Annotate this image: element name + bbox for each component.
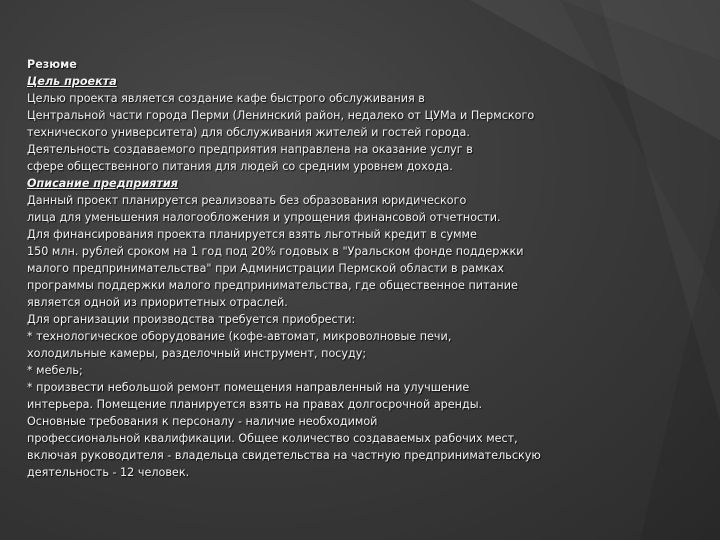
text-line: Деятельность создаваемого предприятия направлена на оказание услуг в <box>27 143 473 156</box>
text-line: программы поддержки малого предпринимательства, где общественное питание <box>27 279 518 292</box>
text-line: холодильные камеры, разделочный инструмент, посуду; <box>27 347 367 360</box>
text-line: Основные требования к персоналу - наличие необходимой <box>27 415 378 428</box>
text-line: является одной из приоритетных отраслей. <box>27 296 288 309</box>
section-heading-goal: Цель проекта <box>27 75 117 88</box>
text-line: деятельность - 12 человек. <box>27 466 190 479</box>
text-line: * произвести небольшой ремонт помещения направленный на улучшение <box>27 381 470 394</box>
goal-paragraph <box>27 90 587 175</box>
text-line: профессиональной квалификации. Общее количество создаваемых рабочих мест, <box>27 432 518 445</box>
text-line: малого предпринимательства" при Администрации Пермской области в рамках <box>27 262 504 275</box>
description-paragraph <box>27 192 587 481</box>
text-line: лица для уменьшения налогообложения и упрощения финансовой отчетности. <box>27 211 501 224</box>
text-line: Целью проекта является создание кафе быстрого обслуживания в <box>27 92 425 105</box>
text-line: сфере общественного питания для людей со средним уровнем дохода. <box>27 160 453 173</box>
text-line: технического университета) для обслуживания жителей и гостей города. <box>27 126 470 139</box>
slide-text <box>27 56 587 481</box>
text-line: Центральной части города Перми (Ленинский район, недалеко от ЦУМа и Пермского <box>27 109 535 122</box>
text-line: Для организации производства требуется приобрести: <box>27 313 356 326</box>
text-line: 150 млн. рублей сроком на 1 год под 20% годовых в "Уральском фонде поддержки <box>27 245 524 258</box>
text-line: интерьера. Помещение планируется взять на правах долгосрочной аренды. <box>27 398 483 411</box>
text-line: включая руководителя - владельца свидетельства на частную предпринимательскую <box>27 449 541 462</box>
slide-title: Резюме <box>27 58 77 71</box>
text-line: * мебель; <box>27 364 83 377</box>
text-line: Данный проект планируется реализовать без образования юридического <box>27 194 467 207</box>
text-line: Для финансирования проекта планируется взять льготный кредит в сумме <box>27 228 477 241</box>
section-heading-description: Описание предприятия <box>27 177 178 190</box>
text-line: * технологическое оборудование (кофе-автомат, микроволновые печи, <box>27 330 452 343</box>
